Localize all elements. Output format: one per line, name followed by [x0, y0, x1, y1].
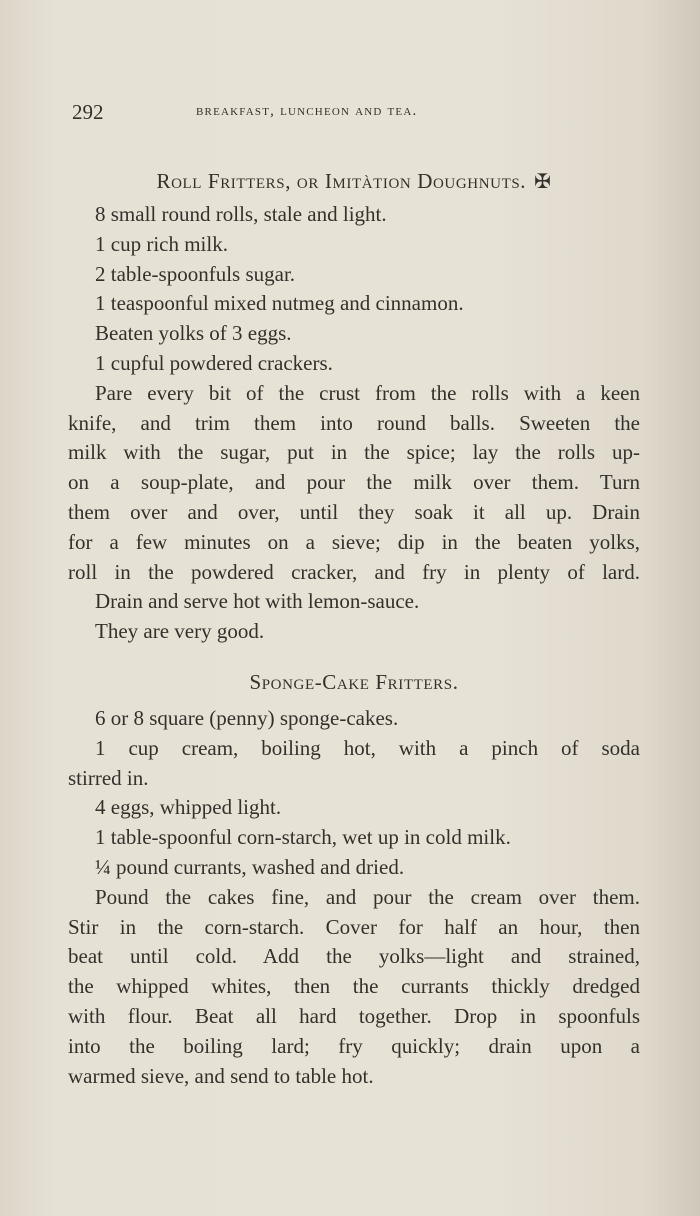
- text-line: roll in the powdered cracker, and fry in plenty of lard.: [68, 559, 640, 584]
- text-line: They are very good.: [95, 619, 265, 644]
- recipe-title-text: Sponge-Cake Fritters.: [249, 669, 459, 694]
- text-line: 1 cup rich milk.: [95, 231, 228, 256]
- text-line: warmed sieve, and send to table hot.: [68, 1063, 374, 1088]
- text-line: beat until cold. Add the yolks—light and strained,: [68, 944, 640, 969]
- text-line: Drain and serve hot with lemon-sauce.: [95, 589, 420, 614]
- text-line: 1 teaspoonful mixed nutmeg and cinnamon.: [95, 291, 464, 316]
- page-number: 292: [72, 100, 104, 124]
- page-body: [68, 166, 640, 1091]
- text-line: 1 cup cream, boiling hot, with a pinch of soda: [95, 735, 640, 760]
- text-line: them over and over, until they soak it all up. Drain: [68, 499, 640, 524]
- text-line: into the boiling lard; fry quickly; drain upon a: [68, 1033, 640, 1058]
- recipe-title-text: Roll Fritters, or Imitàtion Doughnuts.: [156, 169, 527, 193]
- recipe-title: [68, 667, 640, 704]
- text-line: on a soup-plate, and pour the milk over them. Turn: [68, 470, 640, 495]
- text-line: 6 or 8 square (penny) sponge-cakes.: [95, 705, 399, 730]
- running-head: [72, 100, 532, 128]
- text-line: stirred in.: [68, 765, 149, 790]
- recipe-title: [68, 166, 640, 200]
- text-line: Pare every bit of the crust from the rolls with a keen: [95, 380, 640, 405]
- text-line: Beaten yolks of 3 eggs.: [95, 321, 292, 346]
- text-line: 8 small round rolls, stale and light.: [95, 202, 387, 226]
- text-line: milk with the sugar, put in the spice; lay the rolls up-: [68, 440, 640, 465]
- text-line: 2 table-spoonfuls sugar.: [95, 261, 296, 286]
- text-line: Pound the cakes fine, and pour the cream over them.: [95, 884, 640, 909]
- text-line: 4 eggs, whipped light.: [95, 795, 282, 820]
- text-line: with flour. Beat all hard together. Drop in spoonfuls: [68, 1003, 640, 1028]
- text-line: 1 cupful powdered crackers.: [95, 350, 333, 375]
- text-line: 1 table-spoonful corn-starch, wet up in cold milk.: [95, 825, 511, 850]
- text-line: ¼ pound currants, washed and dried.: [95, 854, 405, 879]
- text-line: the whipped whites, then the currants thickly dredged: [68, 974, 640, 999]
- running-title: breakfast, luncheon and tea.: [196, 103, 418, 119]
- text-line: for a few minutes on a sieve; dip in the beaten yolks,: [68, 529, 640, 554]
- text-line: knife, and trim them into round balls. Sweeten the: [68, 410, 640, 435]
- cross-mark-icon: ✠: [534, 171, 552, 193]
- text-line: Stir in the corn-starch. Cover for half an hour, then: [68, 914, 640, 939]
